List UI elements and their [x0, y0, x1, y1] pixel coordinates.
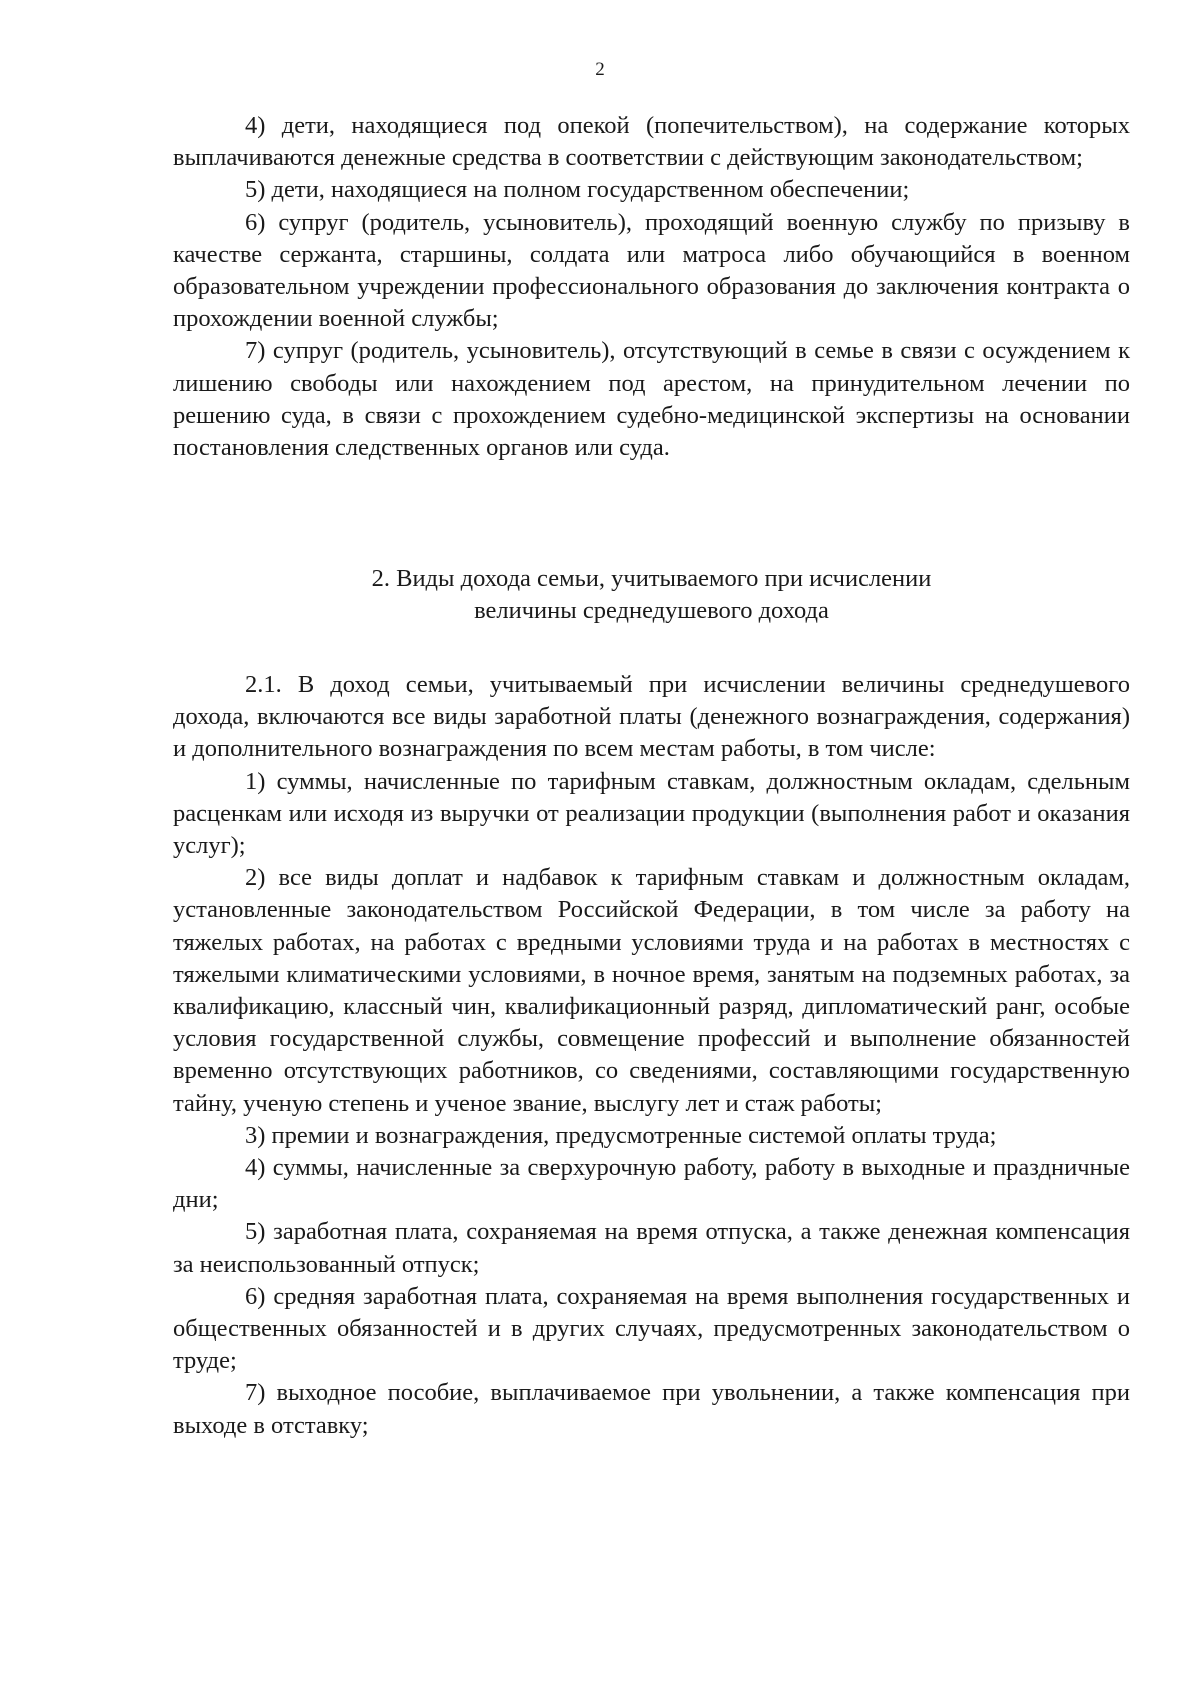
section-paragraph: 2.1. В доход семьи, учитываемый при исчислении величины среднедушевого дохода, включаются все виды заработной платы (денежного вознаграждения, содержания) и дополнительного вознаграждения по всем местам работы, в том числе: — [173, 671, 1130, 763]
list-item: 7) выходное пособие, выплачиваемое при увольнении, а также компенсация при выходе в отставку; — [173, 1379, 1130, 1439]
list-item: 4) дети, находящиеся под опекой (попечительством), на содержание которых выплачиваются денежные средства в соответствии с действующим законодательством; — [173, 112, 1130, 172]
section-heading-line-2: величины среднедушевого дохода — [474, 597, 829, 625]
section-body — [173, 669, 1130, 1442]
list-item: 3) премии и вознаграждения, предусмотренные системой оплаты труда; — [245, 1121, 997, 1149]
section-heading — [173, 563, 1130, 627]
list-item: 6) средняя заработная плата, сохраняемая на время выполнения государственных и общественных обязанностей и в других случаях, предусмотренных законодательством о труде; — [173, 1282, 1130, 1375]
list-item: 5) дети, находящиеся на полном государственном обеспечении; — [245, 176, 910, 204]
list-item: 5) заработная плата, сохраняемая на время отпуска, а также денежная компенсация за неиспользованный отпуск; — [173, 1218, 1130, 1278]
list-item: 6) супруг (родитель, усыновитель), проходящий военную службу по призыву в качестве сержанта, старшины, солдата или матроса либо обучающийся в военном образовательном учреждении профессионального образования до заключения контракта о прохождении военной службы; — [173, 208, 1130, 333]
list-item: 2) все виды доплат и надбавок к тарифным ставкам и должностным окладам, установленные законодательством Российской Федерации, в том числе за работу на тяжелых работах, на работах с вредными условиями труда и на работах в местностях с тяжелыми климатическими условиями, в ночное время, занятым на подземных работах, за квалификацию, классный чин, квалификационный разряд, дипломатический ранг, особые условия государственной службы, совмещение профессий и выполнение обязанностей временно отсутствующих работников, со сведениями, составляющими государственную тайну, ученую степень и ученое звание, выслугу лет и стаж работы; — [173, 864, 1130, 1117]
list-item: 1) суммы, начисленные по тарифным ставкам, должностным окладам, сдельным расценкам или исходя из выручки от реализации продукции (выполнения работ и оказания услуг); — [173, 767, 1130, 860]
list-item: 4) суммы, начисленные за сверхурочную работу, работу в выходные и праздничные дни; — [173, 1154, 1130, 1214]
section-heading-line-1: 2. Виды дохода семьи, учитываемого при исчислении — [371, 565, 932, 592]
list-item: 7) супруг (родитель, усыновитель), отсутствующий в семье в связи с осуждением к лишению свободы или нахождением под арестом, на принудительном лечении по решению суда, в связи с прохождением судебно-медицинской экспертизы на основании постановления следственных органов или суда. — [173, 337, 1130, 462]
list-continuation — [173, 110, 1130, 464]
page-number: 2 — [595, 59, 605, 80]
